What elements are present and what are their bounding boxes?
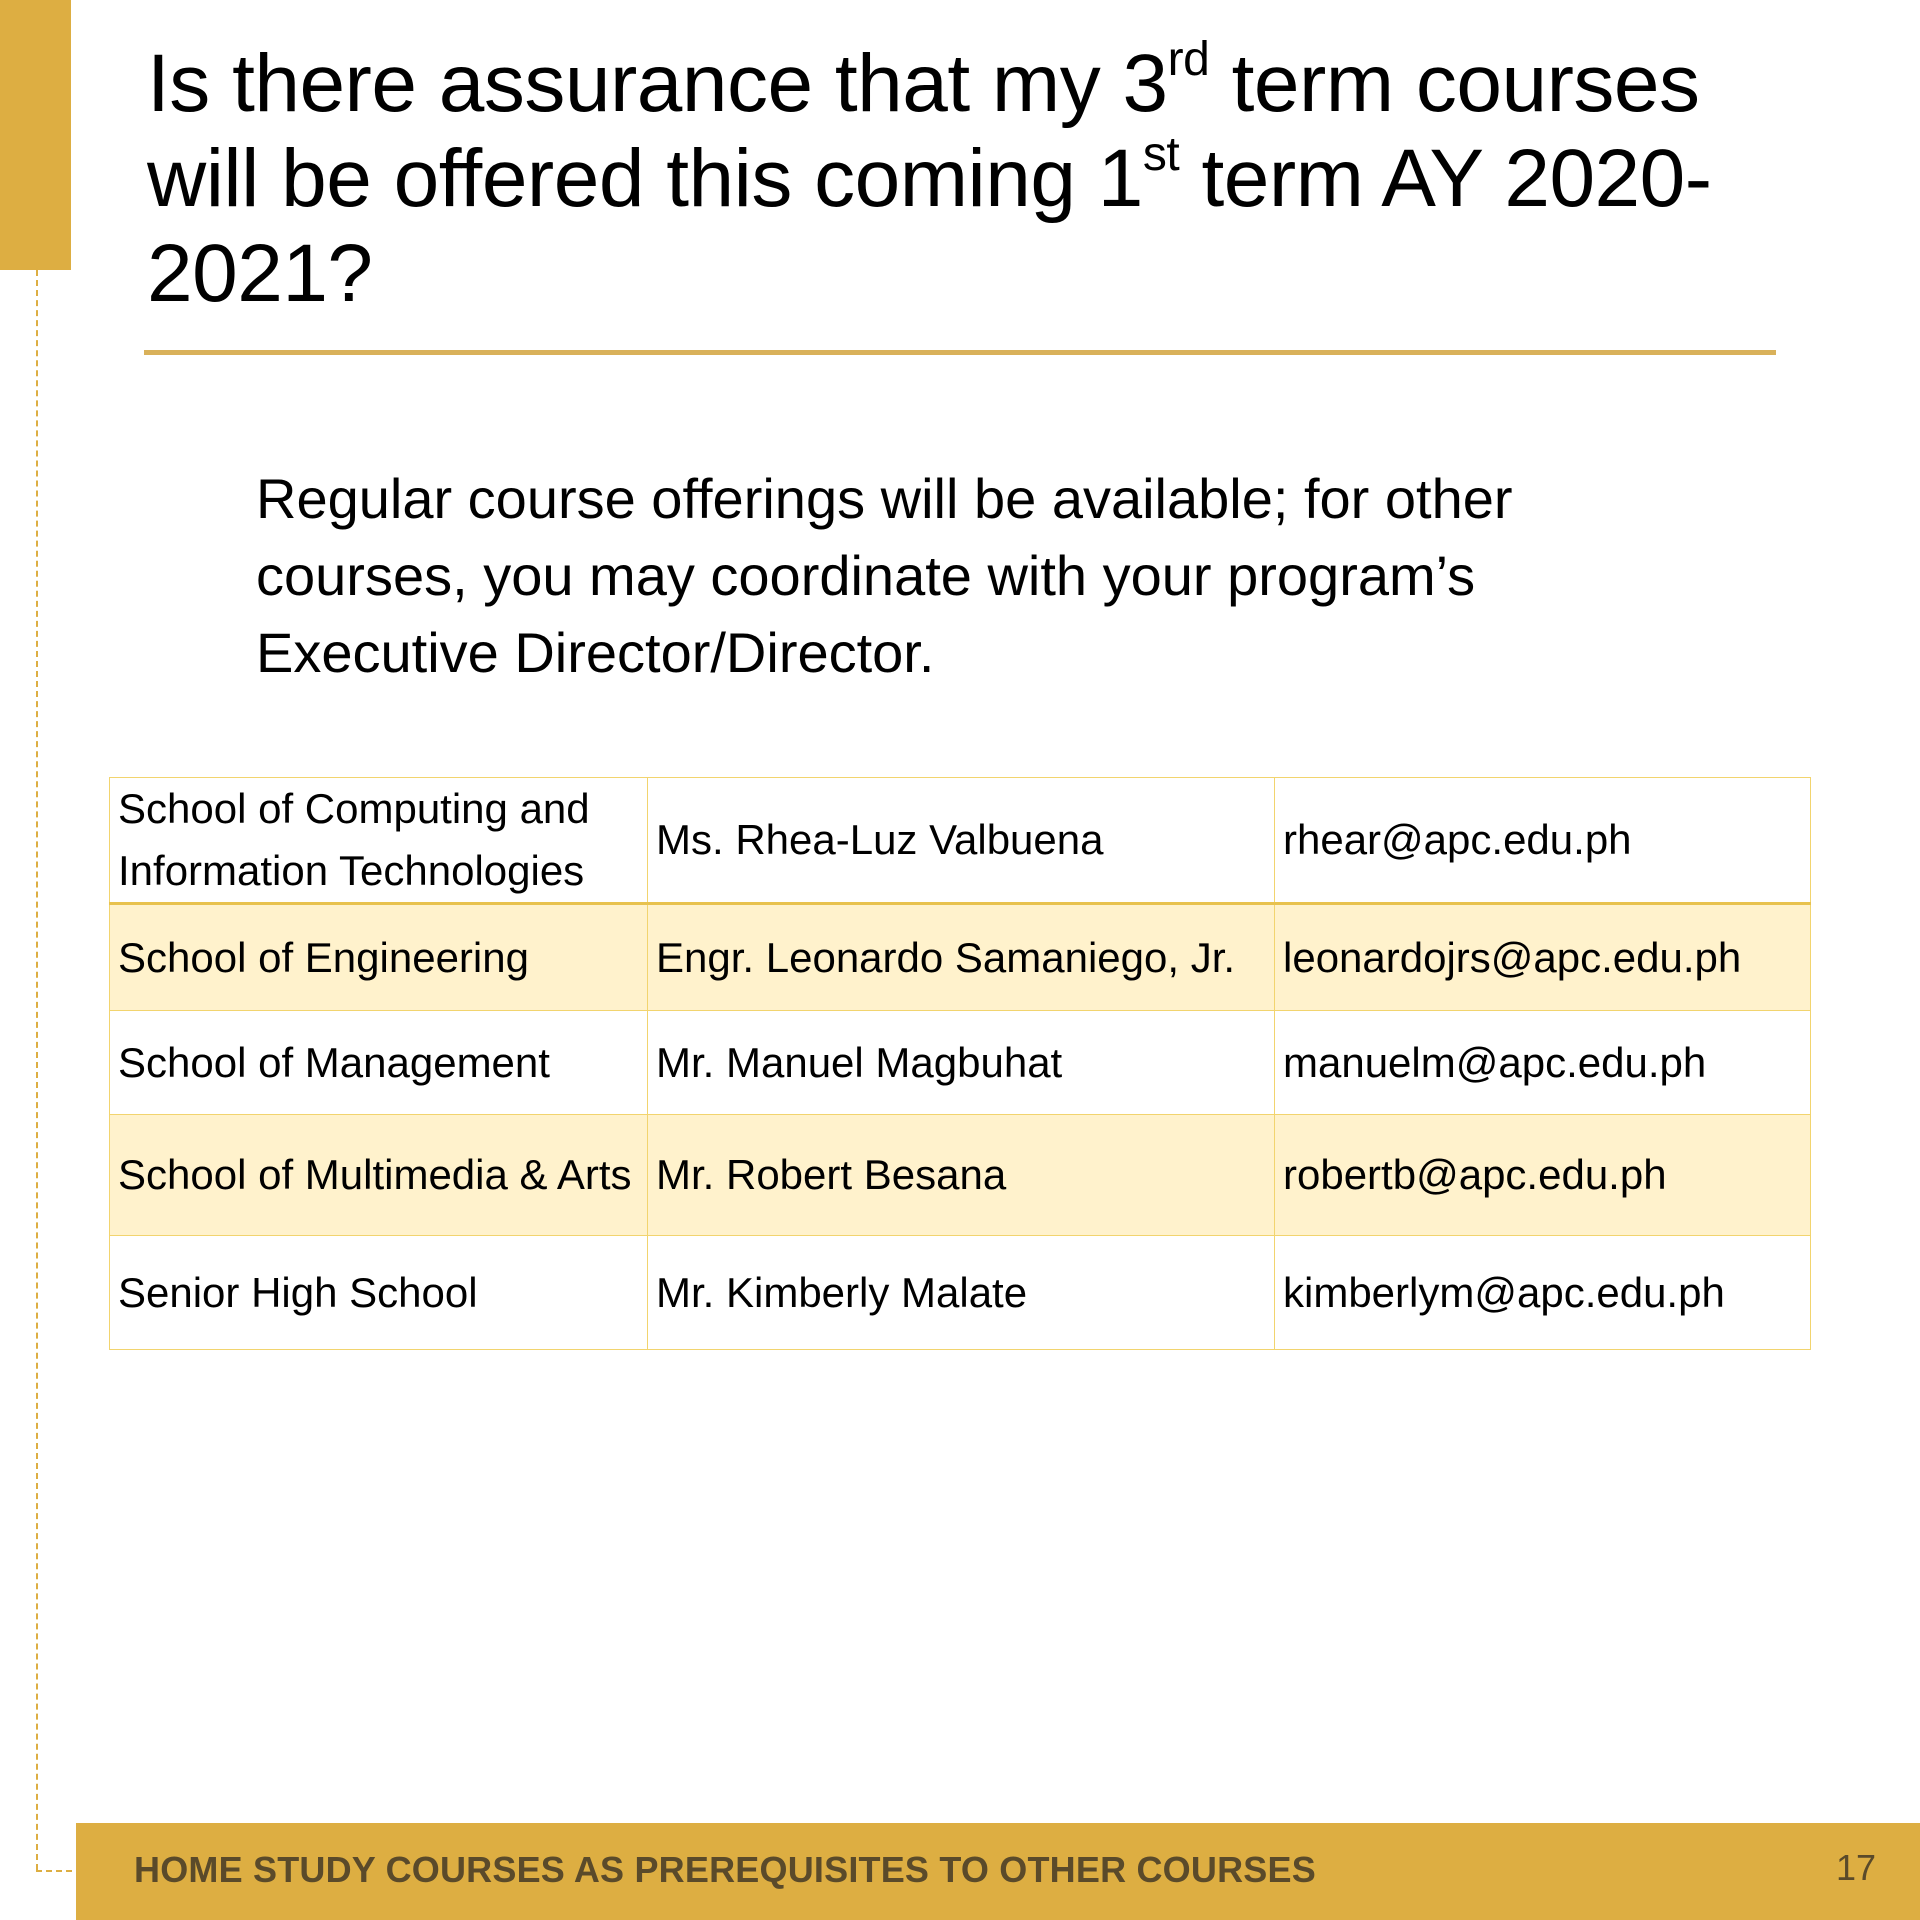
accent-block [0,0,71,270]
contact-cell: Mr. Kimberly Malate [648,1236,1275,1350]
email-cell: kimberlym@apc.edu.ph [1275,1236,1811,1350]
directors-table [109,777,1811,1350]
contact-cell: Engr. Leonardo Samaniego, Jr. [648,904,1275,1011]
footer-bar [76,1823,1920,1920]
table-row [110,1011,1811,1115]
email-cell: rhear@apc.edu.ph [1275,778,1811,904]
email-cell: manuelm@apc.edu.ph [1275,1011,1811,1115]
school-cell: School of Engineering [110,904,648,1011]
contact-cell: Ms. Rhea-Luz Valbuena [648,778,1275,904]
footer-label: HOME STUDY COURSES AS PREREQUISITES TO OTHER COURSES [134,1849,1316,1890]
school-cell: School of Management [110,1011,648,1115]
email-cell: robertb@apc.edu.ph [1275,1115,1811,1236]
table-row [110,1236,1811,1350]
title-part-3: term AY 2020-2021? [147,133,1712,319]
school-cell: School of Multimedia & Arts [110,1115,648,1236]
title-superscript-st: st [1142,127,1180,181]
school-cell: School of Computing and Information Technologies [110,778,648,904]
slide-title [147,32,1787,321]
contact-cell: Mr. Manuel Magbuhat [648,1011,1275,1115]
table-row [110,1115,1811,1236]
title-underline [144,350,1776,355]
table-row [110,904,1811,1011]
dashed-rail-foot [36,1870,72,1872]
body-text: Regular course offerings will be available; for other courses, you may coordinate with your program’s Executive Director/Director. [256,467,1513,684]
school-cell: Senior High School [110,1236,648,1350]
contact-cell: Mr. Robert Besana [648,1115,1275,1236]
title-superscript-rd: rd [1167,32,1210,86]
page-number: 17 [1835,1847,1876,1888]
table-row [110,778,1811,904]
dashed-rail [36,270,38,1870]
email-cell: leonardojrs@apc.edu.ph [1275,904,1811,1011]
title-part-2: term courses will be offered this coming 1 [147,38,1700,224]
title-part-1: Is there assurance that my 3 [147,38,1168,129]
